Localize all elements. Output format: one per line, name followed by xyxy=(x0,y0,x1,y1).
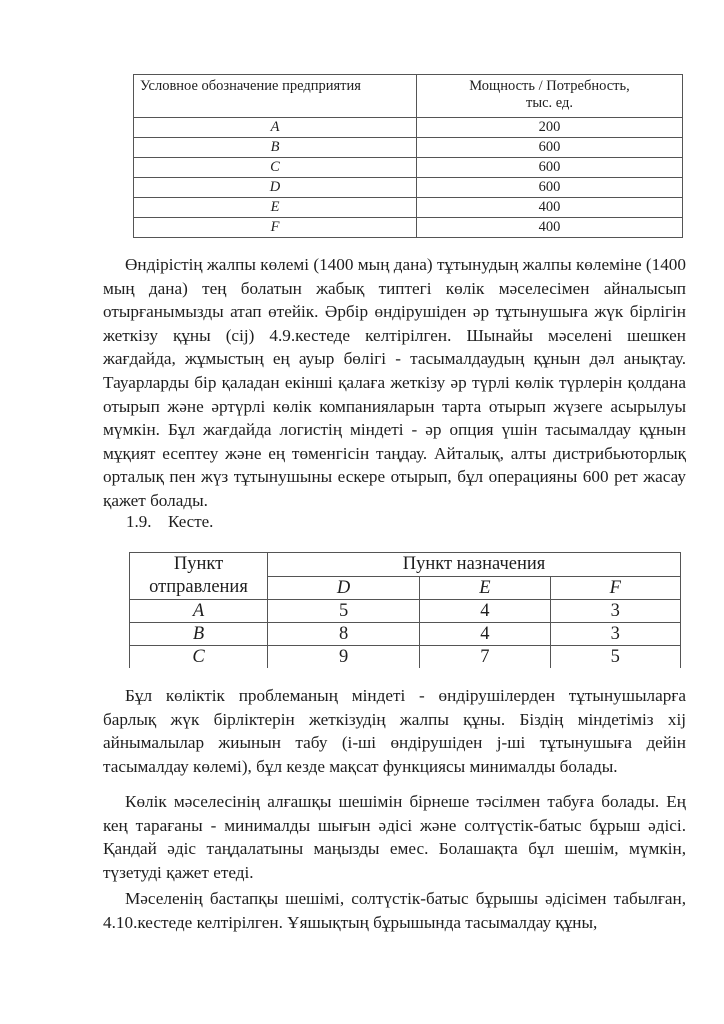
header-destination-e: E xyxy=(420,576,550,600)
cost-cell: 4 xyxy=(420,600,550,623)
enterprise-label: B xyxy=(134,138,417,158)
header-origin-line1: Пункт xyxy=(173,554,224,574)
header-destination-d: D xyxy=(268,576,420,600)
header-origin-line2: отправления xyxy=(149,577,248,597)
origin-label: B xyxy=(130,623,268,646)
table-row xyxy=(134,118,683,138)
enterprise-value: 600 xyxy=(417,158,683,178)
cost-cell: 3 xyxy=(550,600,680,623)
table-caption xyxy=(126,511,213,533)
header-capacity-demand-line1: Мощность / Потребность, xyxy=(469,78,630,94)
enterprise-value: 200 xyxy=(417,118,683,138)
cost-cell: 4 xyxy=(420,623,550,646)
table-row xyxy=(134,138,683,158)
enterprise-value: 600 xyxy=(417,138,683,158)
table-row xyxy=(130,646,681,669)
table-row xyxy=(130,600,681,623)
cost-cell: 7 xyxy=(420,646,550,669)
header-destination: Пункт назначения xyxy=(268,553,681,577)
cost-cell: 5 xyxy=(550,646,680,669)
cost-cell: 5 xyxy=(268,600,420,623)
table-row xyxy=(134,158,683,178)
table-header-row xyxy=(130,553,681,577)
table-row xyxy=(130,623,681,646)
cost-cell: 9 xyxy=(268,646,420,669)
origin-label: A xyxy=(130,600,268,623)
enterprise-value: 600 xyxy=(417,178,683,198)
table-caption-label: Кесте. xyxy=(168,512,214,531)
paragraph-northwest-corner: Мәселенің бастапқы шешімі, солтүстік-батыс бұрышы әдісімен табылған, 4.10.кестеде келтірілген. Ұяшықтың бұрышында тасымалдау құны, xyxy=(103,889,686,932)
origin-label: C xyxy=(130,646,268,669)
table-row xyxy=(134,198,683,218)
header-enterprise-designation: Условное обозначение предприятия xyxy=(134,75,417,118)
paragraph-production-volume: Өндірістің жалпы көлемі (1400 мың дана) тұтынудың жалпы көлеміне (1400 мың дана) тең болатын жабық типтегі көлік мәселесімен айналысып отырғанымызды атап өтейік. Әрбір өндірушіден әр тұтынушыға жүк бірлігін жеткізу құны (cij) 4.9.кестеде келтірілген. Шынайы мәселені шешкен жағдайда, жұмыстың ең ауыр бөлігі - тасымалдаудың құнын дәл анықтау. Тауарларды бір қаладан екінші қалаға жеткізу әр түрлі көлік түрлерін қолдана отырып және әртүрлі көлік компанияларын тарта отырып жүзеге асырылуы мүмкін. Бұл жағдайда логистің міндеті - әр опция үшін тасымалдау құнын мұқият есептеу және ең төменгісін таңдау. Айталық, алты дистрибьюторлық орталық пен жүз тұтынушыны ескере отырып, бұл операцияны 600 рет жасау қажет болады. xyxy=(103,255,686,510)
header-capacity-demand-unit: тыс. ед. xyxy=(525,95,573,111)
enterprise-label: C xyxy=(134,158,417,178)
cost-cell: 3 xyxy=(550,623,680,646)
paragraph-initial-solution-methods: Көлік мәселесінің алғашқы шешімін бірнеше тәсілмен табуға болады. Ең кең тарағаны - минималды шығын әдісі және солтүстік-батыс бұрыш әдісі. Қандай әдіс таңдалатыны маңызды емес. Болашақта бұл шешім, мүмкін, түзетуді қажет етеді. xyxy=(103,792,686,882)
transport-cost-table xyxy=(129,552,681,668)
enterprise-label: E xyxy=(134,198,417,218)
enterprise-label: F xyxy=(134,218,417,238)
header-destination-f: F xyxy=(550,576,680,600)
enterprise-label: A xyxy=(134,118,417,138)
header-origin xyxy=(130,553,268,600)
enterprise-value: 400 xyxy=(417,198,683,218)
paragraph-problem-task: Бұл көліктік проблеманың міндеті - өндірушілерден тұтынушыларға барлық жүк бірліктерін жеткізудің жалпы құны. Біздің міндетіміз xij айнымалылар жиынын табу (i-ші өндірушіден j-ші тұтынушыға дейін тасымалдау көлемі), бұл кезде мақсат функциясы минималды болады. xyxy=(103,686,686,776)
capacity-demand-table xyxy=(133,74,683,238)
table-caption-number: 1.9. xyxy=(126,512,152,531)
enterprise-value: 400 xyxy=(417,218,683,238)
table-row xyxy=(134,178,683,198)
table-header-row xyxy=(134,75,683,118)
header-capacity-demand xyxy=(417,75,683,118)
enterprise-label: D xyxy=(134,178,417,198)
cost-cell: 8 xyxy=(268,623,420,646)
table-row xyxy=(134,218,683,238)
